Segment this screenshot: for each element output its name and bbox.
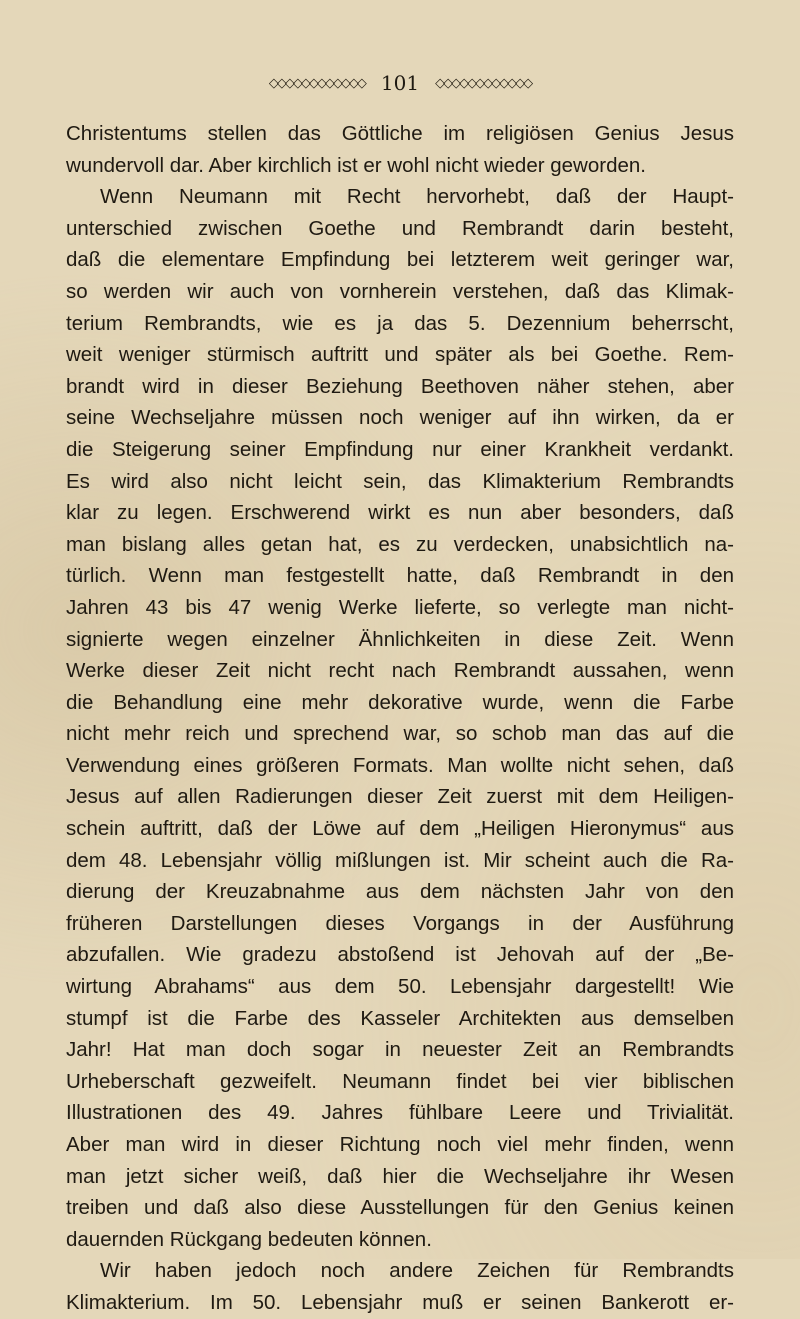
text-line: so werden wir auch von vornherein verstehen, daß das Klimak- <box>66 279 734 303</box>
text-line: terium Rembrandts, wie es ja das 5. Dezennium beherrscht, <box>66 311 734 335</box>
text-line: dem 48. Lebensjahr völlig mißlungen ist. Mir scheint auch die Ra- <box>66 848 734 872</box>
text-line: schein auftritt, daß der Löwe auf dem „Heiligen Hieronymus“ aus <box>66 817 734 841</box>
text-line: wundervoll dar. Aber kirchlich ist er wohl nicht wieder geworden. <box>66 153 646 177</box>
text-line: stumpf ist die Farbe des Kasseler Architekten aus demselben <box>66 1006 734 1030</box>
text-line: dauernden Rückgang bedeuten können. <box>66 1227 432 1251</box>
text-line: Aber man wird in dieser Richtung noch viel mehr finden, wenn <box>66 1133 734 1156</box>
text-line: wirtung Abrahams“ aus dem 50. Lebensjahr dargestellt! Wie <box>66 975 734 999</box>
text-line: die Behandlung eine mehr dekorative wurde, wenn die Farbe <box>66 690 734 714</box>
text-line: weit weniger stürmisch auftritt und später als bei Goethe. Rem- <box>66 343 734 367</box>
text-line: seine Wechseljahre müssen noch weniger auf ihn wirken, da er <box>66 406 734 430</box>
text-line: unterschied zwischen Goethe und Rembrandt darin besteht, <box>66 216 734 240</box>
page-header <box>60 68 740 98</box>
header-ornament-left: ◇◇◇◇◇◇◇◇◇◇◇◇ <box>268 75 365 91</box>
text-line: Jesus auf allen Radierungen dieser Zeit zuerst mit dem Heiligen- <box>66 785 734 809</box>
header-ornament-right: ◇◇◇◇◇◇◇◇◇◇◇◇ <box>435 75 532 91</box>
text-line: man bislang alles getan hat, es zu verdecken, unabsichtlich na- <box>66 532 734 556</box>
text-line: signierte wegen einzelner Ähnlichkeiten in diese Zeit. Wenn <box>66 627 734 651</box>
text-line: nicht mehr reich und sprechend war, so schob man das auf die <box>66 722 734 746</box>
text-line: dierung der Kreuzabnahme aus dem nächsten Jahr von den <box>66 880 734 904</box>
text-line: Jahren 43 bis 47 wenig Werke lieferte, so verlegte man nicht- <box>66 595 734 619</box>
text-line: daß die elementare Empfindung bei letzterem weit geringer war, <box>66 248 734 272</box>
text-line: Wenn Neumann mit Recht hervorhebt, daß der Haupt- <box>100 185 734 209</box>
text-line: Es wird also nicht leicht sein, das Klimakterium Rembrandts <box>66 469 734 493</box>
text-line: Christentums stellen das Göttliche im religiösen Genius Jesus <box>66 122 734 145</box>
page-number: 101 <box>380 71 420 95</box>
text-line: Wir haben jedoch noch andere Zeichen für Rembrandts <box>100 1259 734 1283</box>
text-line: Verwendung eines größeren Formats. Man wollte nicht sehen, daß <box>66 753 734 777</box>
text-line: man jetzt sicher weiß, daß hier die Wechseljahre ihr Wesen <box>66 1164 734 1188</box>
text-line: klar zu legen. Erschwerend wirkt es nun aber besonders, daß <box>66 501 734 525</box>
body-text <box>66 118 734 1319</box>
text-line: früheren Darstellungen dieses Vorgangs in der Ausführung <box>66 911 734 935</box>
text-line: Werke dieser Zeit nicht recht nach Rembrandt aussahen, wenn <box>66 659 734 683</box>
text-line: Illustrationen des 49. Jahres fühlbare Leere und Trivialität. <box>66 1101 734 1125</box>
text-line: Jahr! Hat man doch sogar in neuester Zeit an Rembrandts <box>66 1038 734 1062</box>
text-line: treiben und daß also diese Ausstellungen für den Genius keinen <box>66 1196 734 1220</box>
text-line: Klimakterium. Im 50. Lebensjahr muß er seinen Bankerott er- <box>66 1290 734 1314</box>
text-line: Urheberschaft gezweifelt. Neumann findet bei vier biblischen <box>66 1069 734 1093</box>
text-line: brandt wird in dieser Beziehung Beethoven näher stehen, aber <box>66 374 734 398</box>
text-line: die Steigerung seiner Empfindung nur einer Krankheit verdankt. <box>66 437 734 461</box>
text-line: abzufallen. Wie gradezu abstoßend ist Jehovah auf der „Be- <box>66 943 734 967</box>
text-line: türlich. Wenn man festgestellt hatte, daß Rembrandt in den <box>66 564 734 588</box>
